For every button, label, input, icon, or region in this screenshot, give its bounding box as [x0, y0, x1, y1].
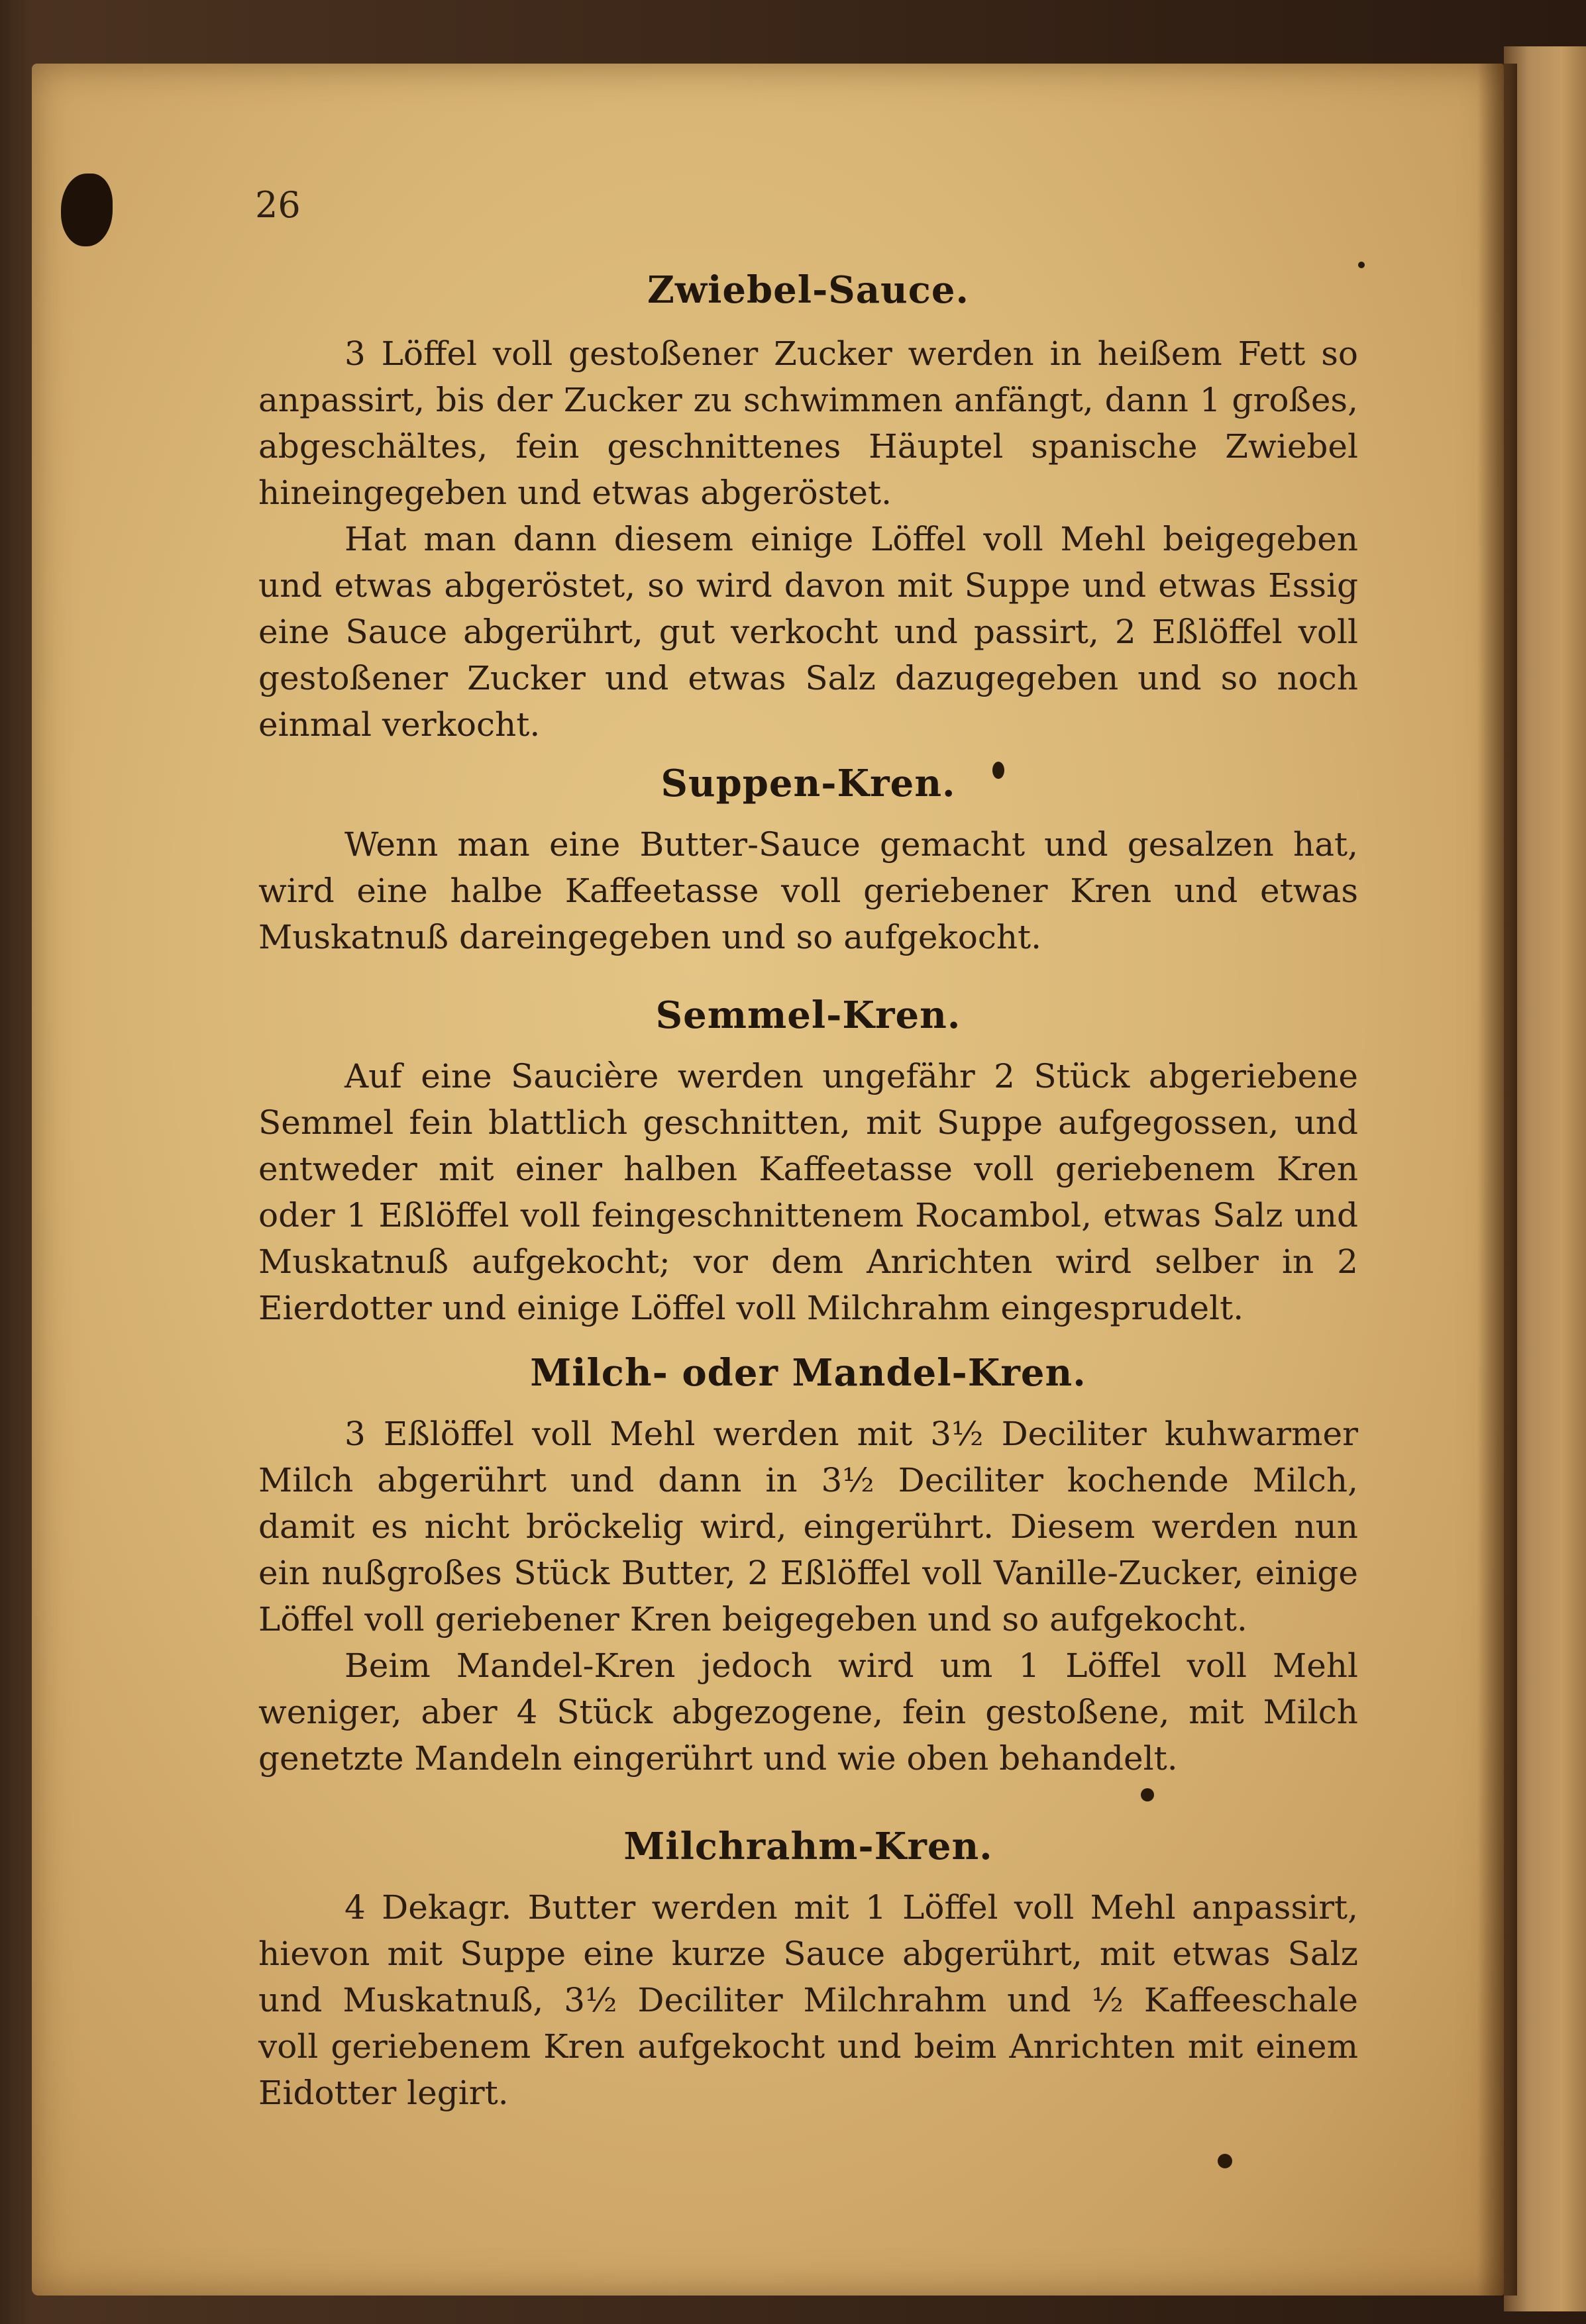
recipe-paragraph: Hat man dann diesem einige Löffel voll Mehl beigegeben und etwas abgeröstet, so wird davon mit Suppe und etwas Essig eine Sauce abgerührt, gut verkocht und passirt, 2 Eßlöffel voll gestoßener Zucker und etwas Salz dazugegeben und so noch einmal verkocht. — [258, 520, 1358, 744]
ink-spot-lower — [1141, 1788, 1154, 1801]
recipe-suppen-kren — [258, 762, 1358, 960]
recipe-title: Semmel-Kren. — [655, 993, 961, 1037]
page-gutter-shadow — [1477, 64, 1517, 2296]
recipe-title: Milch- oder Mandel-Kren. — [530, 1351, 1086, 1395]
recipe-title: Milchrahm-Kren. — [623, 1825, 993, 1868]
recipe-paragraph: Auf eine Saucière werden ungefähr 2 Stück abgeriebene Semmel fein blattlich geschnitten, mit Suppe aufgegossen, und entweder mit einer halben Kaffeetasse voll geriebenem Kren oder 1 Eßlöffel voll feingeschnittenem Rocambol, etwas Salz und Muskatnuß aufgekocht; vor dem Anrichten wird selber in 2 Eierdotter und einige Löffel voll Milchrahm eingesprudelt. — [258, 1057, 1358, 1327]
recipe-paragraph: 4 Dekagr. Butter werden mit 1 Löffel voll Mehl anpassirt, hievon mit Suppe eine kurze Sauce abgerührt, mit etwas Salz und Muskatnuß, 3½ Deciliter Milchrahm und ½ Kaffeeschale voll geriebenem Kren aufgekocht und beim Anrichten mit einem Eidotter legirt. — [258, 1888, 1358, 2112]
recipe-zwiebel-sauce — [258, 268, 1358, 748]
page-number: 26 — [255, 184, 301, 226]
ink-spot-bottom — [1218, 2154, 1232, 2168]
recipe-paragraph: Beim Mandel-Kren jedoch wird um 1 Löffel voll Mehl weniger, aber 4 Stück abgezogene, fein gestoßene, mit Milch genetzte Mandeln eingerührt und wie oben behandelt. — [258, 1646, 1358, 1778]
recipe-paragraph: 3 Löffel voll gestoßener Zucker werden in heißem Fett so anpassirt, bis der Zucker zu schwimmen anfängt, dann 1 großes, abgeschältes, fein geschnittenes Häuptel spanische Zwiebel hineingegeben und etwas abgeröstet. — [258, 334, 1358, 512]
ink-blot-left — [61, 174, 113, 246]
recipe-title: Zwiebel-Sauce. — [647, 268, 969, 312]
recipe-milchrahm-kren — [258, 1825, 1358, 2116]
recipe-title: Suppen-Kren. — [661, 762, 956, 805]
recipe-paragraph: Wenn man eine Butter-Sauce gemacht und gesalzen hat, wird eine halbe Kaffeetasse voll geriebener Kren und etwas Muskatnuß dareingegeben und so aufgekocht. — [258, 825, 1358, 956]
recipe-paragraph: 3 Eßlöffel voll Mehl werden mit 3½ Deciliter kuhwarmer Milch abgerührt und dann in 3½ Deciliter kochende Milch, damit es nicht bröckelig wird, eingerührt. Diesem werden nun ein nußgroßes Stück Butter, 2 Eßlöffel voll Vanille-Zucker, einige Löffel voll geriebener Kren beigegeben und so aufgekocht. — [258, 1415, 1358, 1639]
recipe-milch-mandel-kren — [258, 1351, 1358, 1782]
ink-spot-top — [1358, 262, 1365, 268]
recipe-semmel-kren — [258, 993, 1358, 1331]
